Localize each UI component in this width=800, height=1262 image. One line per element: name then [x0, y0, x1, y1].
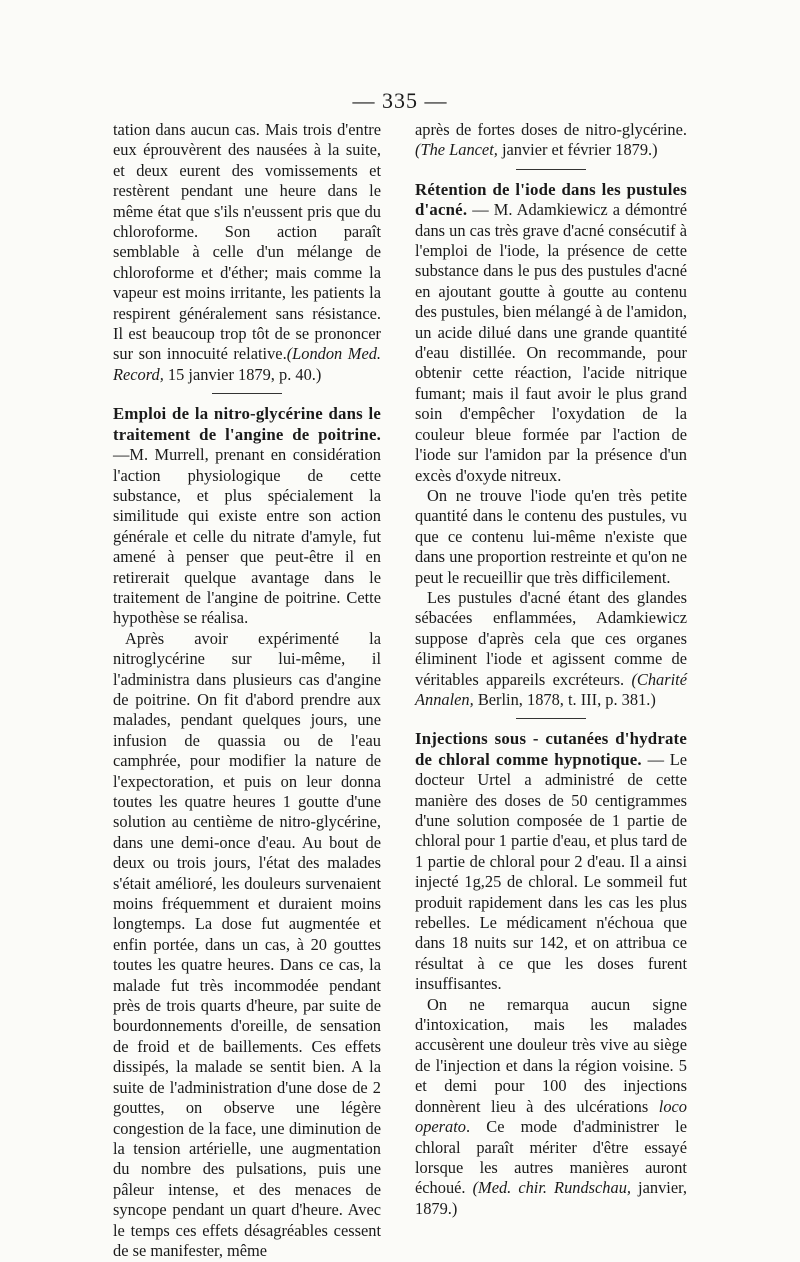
continuation-source: (The Lancet, — [415, 140, 498, 160]
article-para3-iode — [415, 588, 687, 710]
intro-text: tation dans aucun cas. Mais trois d'entre eux éprouvèrent des nausées à la suite, et deux eurent des vomissements et restèrent pendant une heure dans le même état que s'ils n'eussent pris que du chloroforme. Son action paraît semblable à celle d'un mélange de chloroforme et d'éther; mais comme la vapeur est moins irritante, les patients la respirent généralement sans résistance. Il est beaucoup trop tôt de se prononcer sur son innocuité relative. — [113, 120, 381, 364]
article-source-rest-iode: Berlin, 1878, t. III, p. 381.) — [473, 689, 656, 709]
article-title-iode: Rétention de l'iode dans les pustules d'acné. — [415, 179, 687, 220]
article-para2-em-chloral: loco operato — [415, 1096, 687, 1137]
article-source-rest-chloral: janvier, 1879.) — [415, 1178, 688, 1218]
right-column — [415, 120, 687, 1219]
left-column — [113, 120, 381, 1261]
page-number: — 335 — — [352, 88, 448, 113]
continuation-paragraph — [415, 120, 687, 161]
intro-date: 15 janvier 1879, p. 40.) — [163, 364, 322, 384]
continuation-text: après de fortes doses de nitro-glycérine. — [415, 120, 687, 139]
article-nitroglycerine — [113, 404, 381, 628]
article-para3-text-iode: Les pustules d'acné étant des glandes sébacées enflammées, Adamkiewicz suppose d'après cela que ces organes éliminent l'iode et agissent comme de véritables appareils excréteurs. — [415, 587, 687, 689]
section-divider — [212, 393, 282, 394]
article-para2-iode: On ne trouve l'iode qu'en très petite quantité dans le contenu des pustules, vu que ce contenu lui-même n'existe que dans une proportion restreinte et qu'on ne peut le recueillir que très difficilement. — [415, 485, 687, 587]
article-para2b-chloral: . Ce mode d'administrer le chloral paraît mériter d'être essayé lorsque les autres manières auront échoué. — [415, 1117, 687, 1198]
article-para2a-chloral: On ne remarqua aucun signe d'intoxication, mais les malades accusèrent une douleur très vive au siège de l'injection et dans la région voisine. 5 et demi pour 100 des injections donnèrent lieu à des ulcérations — [415, 994, 687, 1116]
section-divider — [516, 718, 586, 719]
intro-paragraph — [113, 120, 381, 385]
article-para2-chloral — [415, 995, 687, 1219]
intro-source: (London Med. Record, — [113, 344, 382, 384]
article-title-nitroglycerine: Emploi de la nitro-glycérine dans le traitement de l'angine de poitrine. — [113, 404, 381, 444]
article-lead-nitroglycerine: —M. Murrell, prenant en considération l'action physiologique de cette substance, et plus spécialement la similitude qui existe entre son action générale et celle du nitrate d'amyle, fut amené à penser que peut-être il en retirerait quelque avantage dans le traitement de l'angine de poitrine. Cette hypothèse se réalisa. — [113, 445, 381, 628]
article-lead-iode: — M. Adamkiewicz a démontré dans un cas très grave d'acné consécutif à l'emploi de l'iode, la présence de cette substance dans le pus des pustules d'acné en ajoutant goutte à goutte au contenu des pustules, bien mélangé à de l'amidon, un acide dilué dans une grande quantité d'eau distillée. On recommande, pour obtenir cette réaction, l'acide nitrique fumant; mais il faut avoir le plus grand soin d'empêcher l'oxydation de la couleur bleue formée par l'action de l'iode sur l'amidon par la présence d'un excès d'oxyde nitreux. — [415, 200, 687, 485]
article-lead-chloral: — Le docteur Urtel a administré de cette manière des doses de 50 centigrammes d'une solution composée de 1 partie de chloral pour 1 partie d'eau, et plus tard de 1 partie de chloral pour 2 d'eau. Il a ainsi injecté 1g,25 de chloral. Le sommeil fut produit rapidement dans les cas les plus rebelles. Le médicament n'échoua que dans 18 nuits sur 142, et on attribua ce résultat à ce que les doses furent insuffisantes. — [415, 749, 688, 994]
article-chloral — [415, 729, 687, 994]
article-iode — [415, 180, 687, 486]
article-source-iode: (Charité Annalen, — [415, 669, 687, 709]
article-body-nitroglycerine: Après avoir expérimenté la nitroglycérine sur lui-même, il l'administra dans plusieurs cas d'angine de poitrine. On fit d'abord prendre aux malades, pendant quelques jours, une infusion de quassia ou de l'eau camphrée, pour modifier la nature de l'expectoration, et puis on leur donna toutes les quatre heures 1 goutte d'une solution au centième de nitro-glycérine, dans une demi-once d'eau. Au bout de deux ou trois jours, l'état des malades s'était amélioré, les douleurs survenaient moins fréquemment et duraient moins longtemps. La dose fut augmentée et enfin portée, dans un cas, à 20 gouttes toutes les quatre heures. Dans ce cas, la malade fut très incommodée pendant près de trois quarts d'heure, par suite de bourdonnements d'oreille, de sensation de froid et de baillements. Ces effets dissipés, la malade se sentit bien. A la suite de l'administration d'une dose de 2 gouttes, on observe une légère congestion de la face, une diminution de la tension artérielle, une augmentation du nombre des pulsations, puis une pâleur intense, et des menaces de syncope pendant un quart d'heure. Avec le temps ces effets désagréables cessent de se manifester, même — [113, 628, 381, 1260]
article-source-chloral: (Med. chir. Rundschau, — [472, 1178, 631, 1198]
article-title-chloral: Injections sous - cutanées d'hydrate de chloral comme hypnotique. — [415, 729, 687, 769]
continuation-date: janvier et février 1879.) — [497, 140, 658, 160]
section-divider — [516, 169, 586, 170]
